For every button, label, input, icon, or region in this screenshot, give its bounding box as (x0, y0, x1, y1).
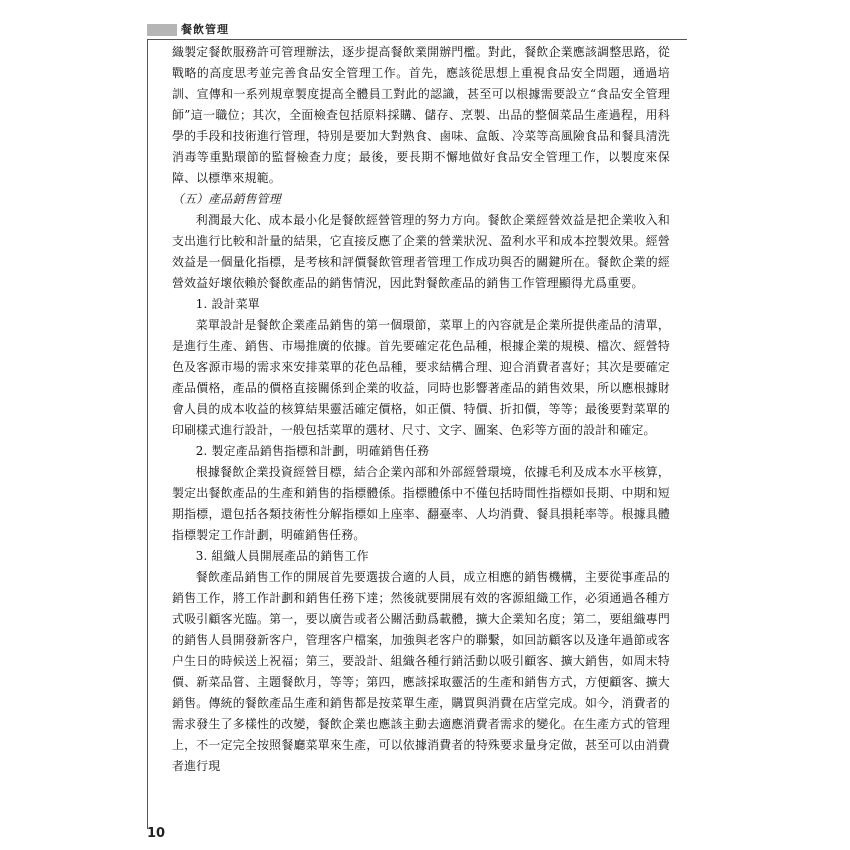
subsection-heading: 1. 設計菜單 (195, 297, 260, 311)
paragraph: 利潤最大化、成本最小化是餐飲經營管理的努力方向。餐飲企業經營效益是把企業收入和支出進行比較和計量的結果，它直接反應了企業的營業狀況、盈利水平和成本控製效果。經營效益是一個量化指標，是考核和評價餐飲管理者管理工作成功與否的關鍵所在。餐飲企業的經營效益好壞依賴於餐飲產品的銷售情況，因此對餐飲產品的銷售工作管理顯得尤爲重要。 (172, 213, 670, 290)
header-bar (147, 24, 177, 36)
subsection-heading: 2. 製定產品銷售指標和計劃，明確銷售任務 (195, 444, 430, 458)
subsection-heading: 3. 組織人員開展產品的銷售工作 (195, 549, 369, 563)
section-heading: （五）產品銷售管理 (172, 192, 281, 206)
body-text (172, 42, 670, 777)
page-number: 10 (147, 826, 166, 841)
running-header-title: 餐飲管理 (181, 23, 229, 36)
continued-paragraph: 織製定餐飲服務許可管理辦法，逐步提高餐飲業開辦門檻。對此，餐飲企業應該調整思路，從戰略的高度思考並完善食品安全管理工作。首先，應該從思想上重視食品安全問題，通過培訓、宣傳和一系列規章製度提高全體員工對此的認識，甚至可以根據需要設立“食品安全管理師”這一職位；其次，全面檢查包括原料採購、儲存、烹製、出品的整個菜品生產過程，用科學的手段和技術進行管理，特別是要加大對熟食、鹵味、盒飯、冷菜等高風險食品和餐具清洗消毒等重點環節的監督檢查力度；最後，要長期不懈地做好食品安全管理工作，以製度來保障、以標準來規範。 (172, 45, 670, 185)
margin-rule (147, 39, 148, 829)
paragraph: 根據餐飲企業投資經營目標，結合企業內部和外部經營環境，依據毛利及成本水平核算，製定出餐飲產品的生產和銷售的指標體係。指標體係中不僅包括時間性指標如長期、中期和短期指標，還包括各類技術性分解指標如上座率、翻臺率、人均消費、餐具損耗率等。根據具體指標製定工作計劃，明確銷售任務。 (172, 465, 670, 542)
header-rule (147, 39, 687, 40)
paragraph: 菜單設計是餐飲企業產品銷售的第一個環節，菜單上的內容就是企業所提供產品的清單，是進行生產、銷售、市場推廣的依據。首先要確定花色品種，根據企業的規模、檔次、經營特色及客源市場的需求來安排菜單的花色品種，要求結構合理、迎合消費者喜好；其次是要確定產品價格，產品的價格直接關係到企業的收益，同時也影響著產品的銷售效果，所以應根據財會人員的成本收益的核算結果靈活確定價格，如正價、特價、折扣價，等等；最後要對菜單的印刷樣式進行設計，一般包括菜單的選材、尺寸、文字、圖案、色彩等方面的設計和確定。 (172, 318, 670, 437)
paragraph: 餐飲產品銷售工作的開展首先要選拔合適的人員，成立相應的銷售機構，主要從事產品的銷售工作，將工作計劃和銷售任務下達；然後就要開展有效的客源組織工作，必須通過各種方式吸引顧客光臨。第一，要以廣告或者公關活動爲載體，擴大企業知名度；第二，要組織專門的銷售人員開發新客户，管理客户檔案，加強與老客户的聯繫，如回訪顧客以及逢年過節或客户生日的時候送上祝福；第三，要設計、組織各種行銷活動以吸引顧客、擴大銷售，如周末特價、新菜品嘗、主題餐飲月，等等；第四，應該採取靈活的生產和銷售方式，方便顧客、擴大銷售。傳統的餐飲產品生產和銷售都是按菜單生產，購買與消費在店堂完成。如今，消費者的需求發生了多樣性的改變，餐飲企業也應該主動去適應消費者需求的變化。在生產方式的管理上，不一定完全按照餐廳菜單來生產，可以依據消費者的特殊要求量身定做，甚至可以由消費者進行現 (172, 570, 670, 773)
